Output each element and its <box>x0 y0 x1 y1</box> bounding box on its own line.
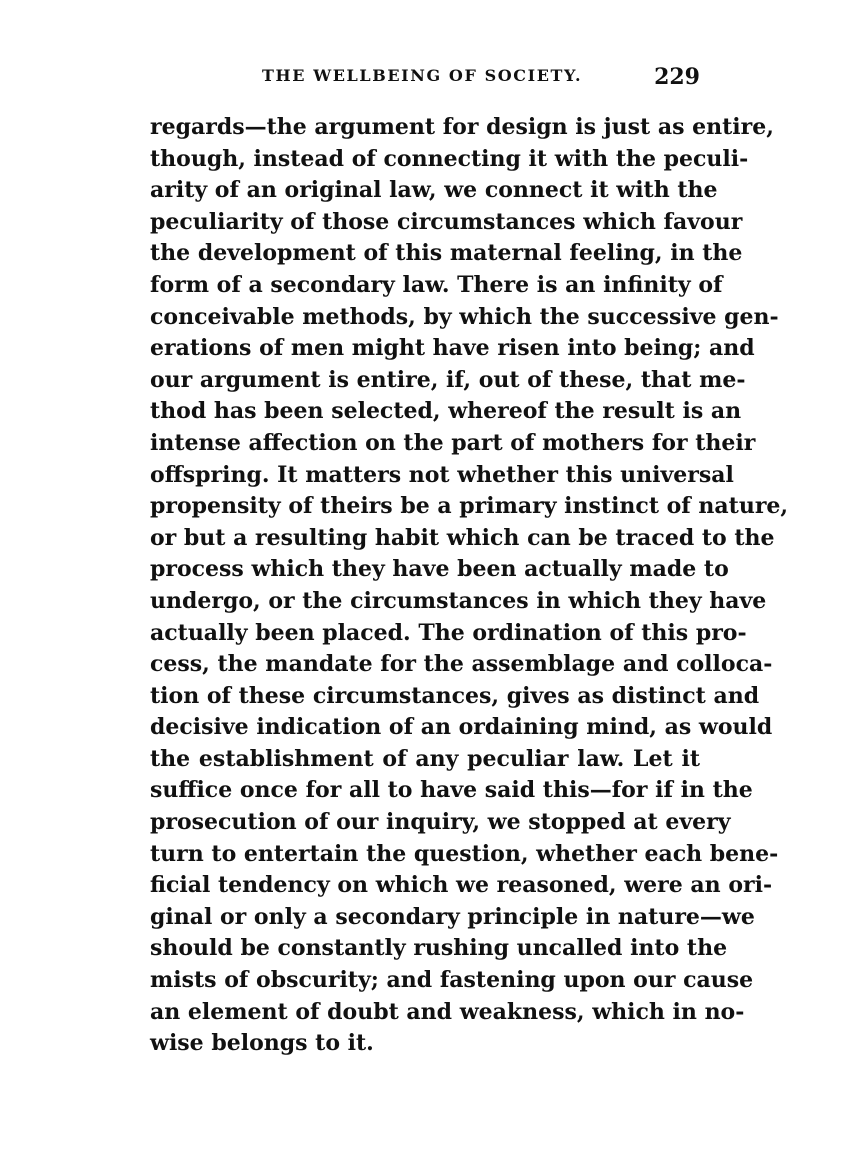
text-line: should be constantly rushing uncalled into the <box>150 935 728 962</box>
text-line: ficial tendency on which we reasoned, were an ori- <box>150 872 773 899</box>
text-line: or but a resulting habit which can be traced to the <box>150 524 775 551</box>
text-line: erations of men might have risen into being; and <box>150 335 755 362</box>
text-line: conceivable methods, by which the successive gen- <box>150 303 779 330</box>
text-line: wise belongs to it. <box>150 1030 374 1057</box>
text-line: decisive indication of an ordaining mind, as would <box>150 714 773 741</box>
text-line: tion of these circumstances, gives as distinct and <box>150 682 760 709</box>
text-line: form of a secondary law. There is an infinity of <box>150 271 723 298</box>
text-line: turn to entertain the question, whether each bene- <box>150 840 779 867</box>
text-line: propensity of theirs be a primary instinct of nature, <box>150 493 789 520</box>
text-line: intense affection on the part of mothers for their <box>150 429 756 456</box>
text-line: cess, the mandate for the assemblage and colloca- <box>150 651 773 678</box>
text-line: offspring. It matters not whether this universal <box>150 461 734 488</box>
text-line: arity of an original law, we connect it with the <box>150 177 718 204</box>
text-line: peculiarity of those circumstances which favour <box>150 208 743 235</box>
text-line: undergo, or the circumstances in which they have <box>150 587 767 614</box>
running-title: THE WELLBEING OF SOCIETY. <box>262 66 583 85</box>
text-line: mists of obscurity; and fastening upon our cause <box>150 967 754 994</box>
text-line: our argument is entire, if, out of these, that me- <box>150 366 746 393</box>
text-line: thod has been selected, whereof the result is an <box>150 398 742 425</box>
text-line: prosecution of our inquiry, we stopped at every <box>150 809 731 836</box>
page-number: 229 <box>654 64 700 90</box>
text-line: an element of doubt and weakness, which in no- <box>150 998 745 1025</box>
text-line: process which they have been actually made to <box>150 556 729 583</box>
text-line: though, instead of connecting it with the peculi- <box>150 145 749 172</box>
text-line: suffice once for all to have said this—for if in the <box>150 777 753 804</box>
text-line: the establishment of any peculiar law. Let it <box>150 745 700 772</box>
text-line: the development of this maternal feeling, in the <box>150 240 743 267</box>
text-line: ginal or only a secondary principle in nature—we <box>150 903 755 930</box>
text-line: regards—the argument for design is just as entire, <box>150 114 774 140</box>
running-header <box>150 66 700 96</box>
text-line: actually been placed. The ordination of this pro- <box>150 619 747 646</box>
body-text <box>150 112 789 1060</box>
